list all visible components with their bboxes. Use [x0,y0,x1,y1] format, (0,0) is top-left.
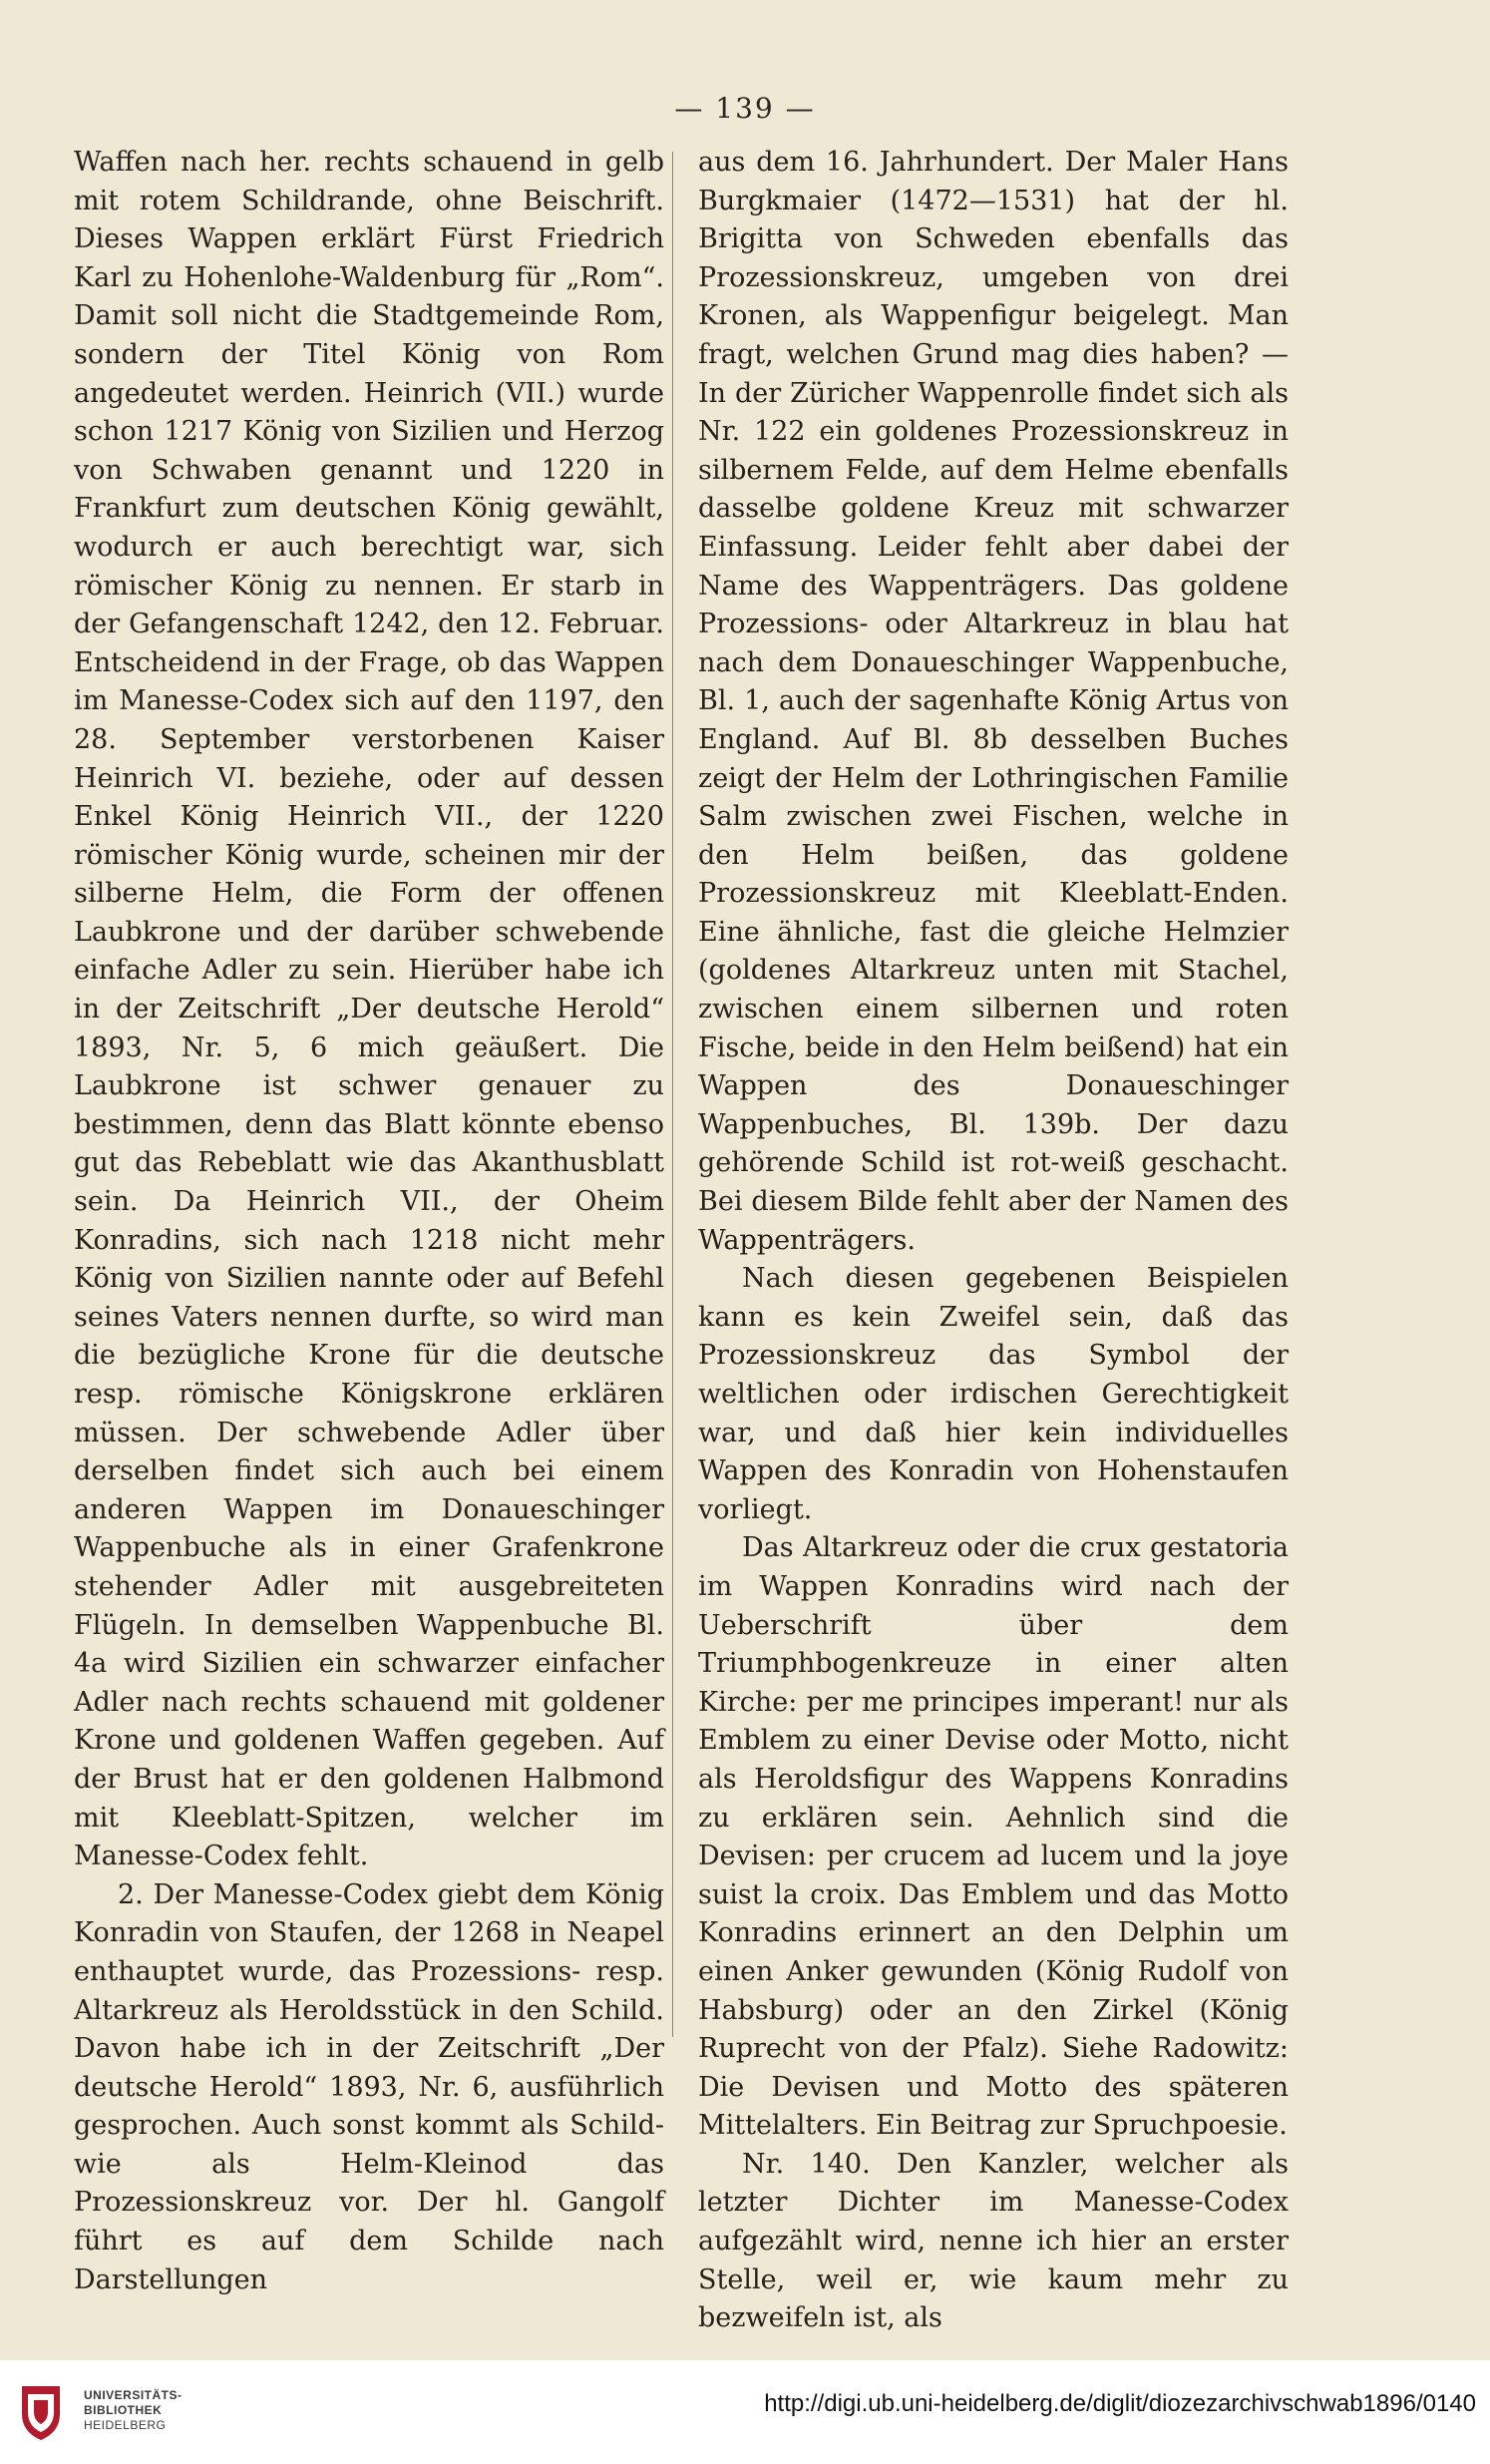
logo-line: HEIDELBERG [84,2418,167,2432]
paragraph: Nach diesen gegebenen Beispielen kann es kein Zweifel sein, daß das Prozessionskreuz das Symbol der weltlichen oder irdischen Gerechtigkeit war, und daß hier kein individuelles Wappen des Konradin von Hohenstaufen vorliegt. [698,1263,1289,1525]
text-column-left [74,144,664,2299]
paragraph: Nr. 140. Den Kanzler, welcher als letzter Dichter im Manesse-Codex aufgezählt wird, nenne ich hier an erster Stelle, weil er, wie kaum mehr zu bezweifeln ist, als [698,2148,1289,2334]
text-column-right [698,144,1289,2338]
footer-bar [0,2360,1490,2464]
paragraph: 2. Der Manesse-Codex giebt dem König Konradin von Staufen, der 1268 in Neapel enthauptet wurde, das Prozessions- resp. Altarkreuz als Heroldsstück in den Schild. Davon habe ich in der Zeitschrift „Der deutsche Herold“ 1893, Nr. 6, ausführlich gesprochen. Auch sonst kommt als Schild- wie als Helm-Kleinod das Prozessionskreuz vor. Der hl. Gangolf führt es auf dem Schilde nach Darstellungen [74,1878,664,2295]
heidelberg-university-library-logo-icon [18,2380,64,2442]
paragraph: Das Altarkreuz oder die crux gestatoria im Wappen Konradins wird nach der Ueberschrift über dem Triumphbogenkreuze in einer alten Kirche: per me principes imperant! nur als Emblem zu einer Devise oder Motto, nicht als Heroldsfigur des Wappens Konradins zu erklären sein. Aehnlich sind die Devisen: per crucem ad lucem und la joye suist la croix. Das Emblem und das Motto Konradins erinnert an den Delphin um einen Anker gewunden (König Rudolf von Habsburg) oder an den Zirkel (König Ruprecht von der Pfalz). Siehe Radowitz: Die Devisen und Motto des späteren Mittelalters. Ein Beitrag zur Spruchpoesie. [698,1532,1289,2142]
library-logo-text [84,2388,183,2433]
paragraph: aus dem 16. Jahrhundert. Der Maler Hans Burgkmaier (1472—1531) hat der hl. Brigitta von Schweden ebenfalls das Prozessionskreuz, umgeben von drei Kronen, als Wappenfigur beigelegt. Man fragt, welchen Grund mag dies haben? — In der Züricher Wappenrolle findet sich als Nr. 122 ein goldenes Prozessionskreuz in silbernem Felde, auf dem Helme ebenfalls dasselbe goldene Kreuz mit schwarzer Einfassung. Leider fehlt aber dabei der Name des Wappenträgers. Das goldene Prozessions- oder Altarkreuz in blau hat nach dem Donaueschinger Wappenbuche, Bl. 1, auch der sagenhafte König Artus von England. Auf Bl. 8b desselben Buches zeigt der Helm der Lothringischen Familie Salm zwischen zwei Fischen, welche in den Helm beißen, das goldene Prozessionskreuz mit Kleeblatt-Enden. Eine ähnliche, fast die gleiche Helmzier (goldenes Altarkreuz unten mit Stachel, zwischen einem silbernen und roten Fische, beide in den Helm beißend) hat ein Wappen des Donaueschinger Wappenbuches, Bl. 139b. Der dazu gehörende Schild ist rot-weiß geschacht. Bei diesem Bilde fehlt aber der Namen des Wappenträgers. [698,147,1289,1256]
source-url-link[interactable]: http://digi.ub.uni-heidelberg.de/diglit/diozezarchivschwab1896/0140 [764,2390,1476,2417]
logo-line: BIBLIOTHEK [84,2403,163,2417]
paragraph: Waffen nach her. rechts schauend in gelb mit rotem Schildrande, ohne Beischrift. Dieses Wappen erklärt Fürst Friedrich Karl zu Hohenlohe-Waldenburg für „Rom“. Damit soll nicht die Stadtgemeinde Rom, sondern der Titel König von Rom angedeutet werden. Heinrich (VII.) wurde schon 1217 König von Sizilien und Herzog von Schwaben genannt und 1220 in Frankfurt zum deutschen König gewählt, wodurch er auch berechtigt war, sich römischer König zu nennen. Er starb in der Gefangenschaft 1242, den 12. Februar. Entscheidend in der Frage, ob das Wappen im Manesse-Codex sich auf den 1197, den 28. September verstorbenen Kaiser Heinrich VI. beziehe, oder auf dessen Enkel König Heinrich VII., der 1220 römischer König wurde, scheinen mir der silberne Helm, die Form der offenen Laubkrone und der darüber schwebende einfache Adler zu sein. Hierüber habe ich in der Zeitschrift „Der deutsche Herold“ 1893, Nr. 5, 6 mich geäußert. Die Laubkrone ist schwer genauer zu bestimmen, denn das Blatt könnte ebenso gut das Rebeblatt wie das Akanthusblatt sein. Da Heinrich VII., der Oheim Konradins, sich nach 1218 nicht mehr König von Sizilien nannte oder auf Befehl seines Vaters nennen durfte, so wird man die bezügliche Krone für die deutsche resp. römische Königskrone erklären müssen. Der schwebende Adler über derselben findet sich auch bei einem anderen Wappen im Donaueschinger Wappenbuche als in einer Grafenkrone stehender Adler mit ausgebreiteten Flügeln. In demselben Wappenbuche Bl. 4a wird Sizilien ein schwarzer einfacher Adler nach rechts schauend mit goldener Krone und goldenen Waffen gegeben. Auf der Brust hat er den goldenen Halbmond mit Kleeblatt-Spitzen, welcher im Manesse-Codex fehlt. [74,147,664,1872]
page-number: — 139 — [674,92,816,125]
column-divider [672,152,673,2037]
logo-line: UNIVERSITÄTS- [84,2388,183,2402]
